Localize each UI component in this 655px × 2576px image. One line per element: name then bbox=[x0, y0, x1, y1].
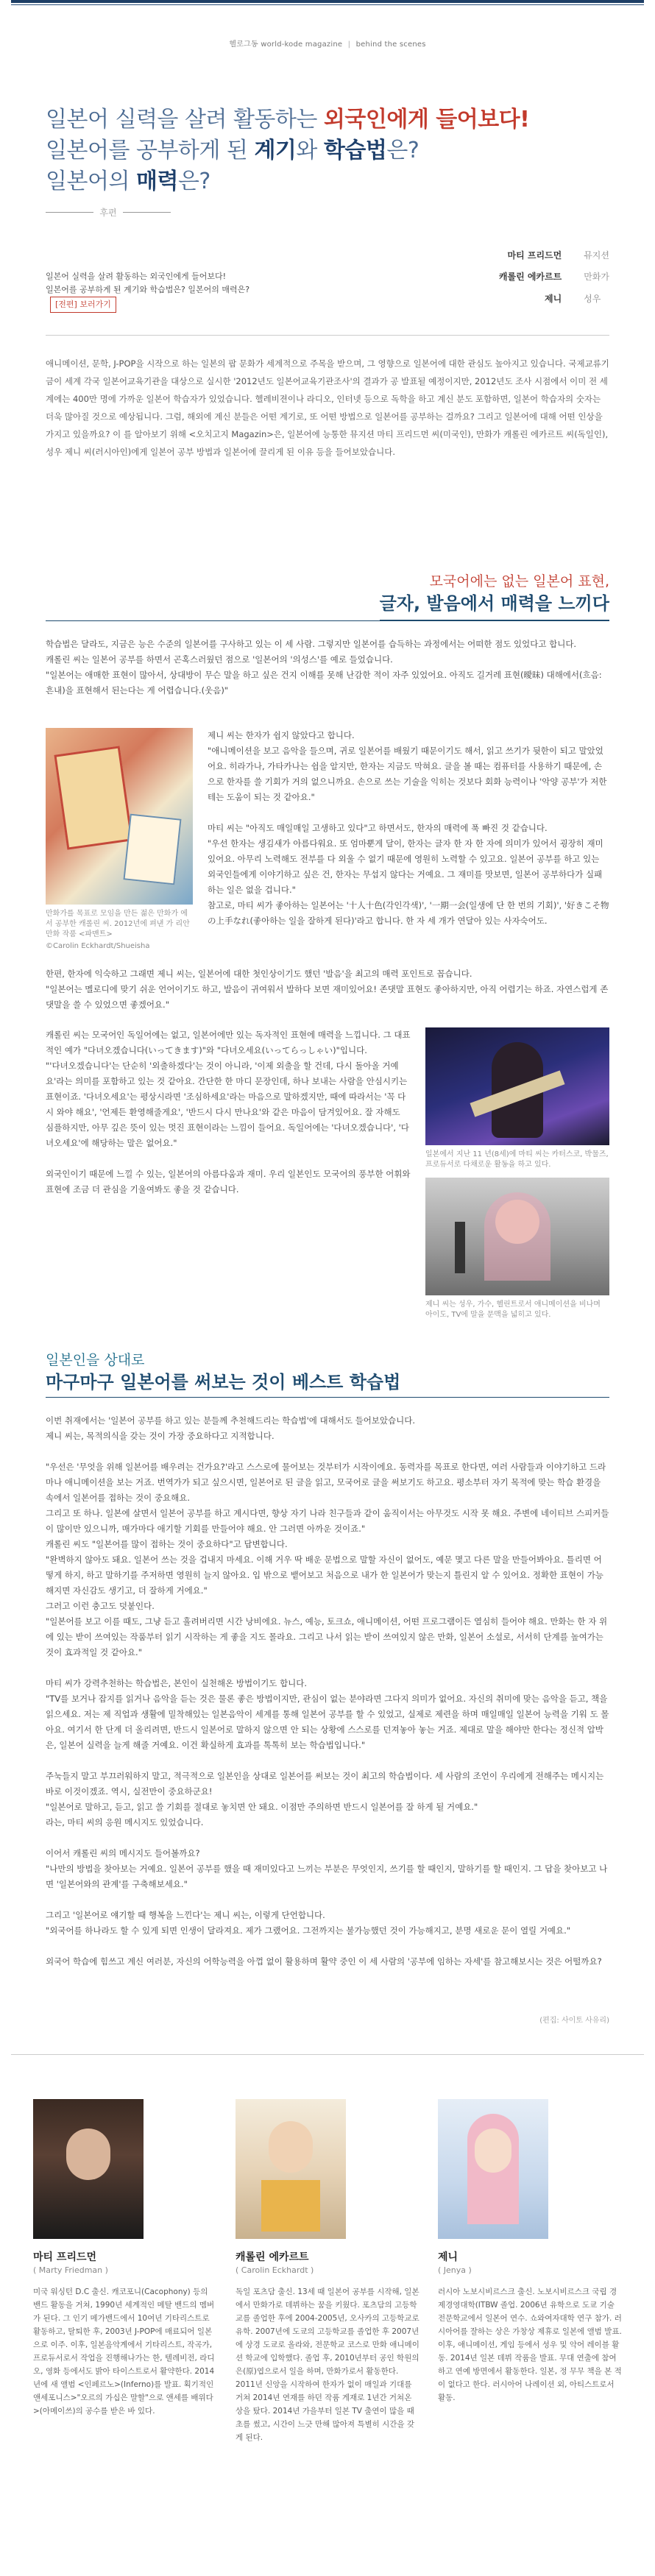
header-caption bbox=[0, 5, 655, 49]
view-previous-part-button[interactable]: [전편] 보러가기 bbox=[50, 297, 116, 313]
paragraph: 그리고 '일본어로 얘기할 때 행복을 느낀다'는 제니 씨는, 이렇게 단언합니다. bbox=[46, 1910, 325, 1920]
section-2-rule bbox=[46, 1397, 609, 1398]
profile-name-en: ( Marty Friedman ) bbox=[33, 2265, 108, 2275]
headline-line-2-text: 일본어를 공부하게 된 bbox=[46, 138, 255, 163]
paragraph: "애니메이션을 보고 음악을 들으며, 귀로 일본어를 배웠기 때문이기도 해서, 읽고 쓰기가 뒷한이 되고 말았었어요. 히라가나, 가타카나는 쉽을 알지만, 한자는 지금도 막혀요. 글을 볼 때는 컴퓨터를 사용하기 때문에, 손으로 한자를 쓸 기회가 거의 없으니까요. 손으로 쓰는 기술을 익히는 것보다 회화 능력이나 '악양 공부'가 저한테는 도움이 되는 것 같아요." bbox=[208, 746, 607, 802]
performer-photos bbox=[425, 1027, 609, 1320]
profile-photo bbox=[236, 2099, 346, 2239]
profile-name: 캐롤린 에카르트 bbox=[236, 2251, 309, 2263]
headline-line-2-mid: 와 bbox=[296, 138, 324, 163]
section-1-intro bbox=[0, 637, 655, 698]
headline-line-2-end: 은? bbox=[386, 138, 419, 163]
credit-role: 만화가 bbox=[584, 272, 609, 283]
manga-photo-figure bbox=[46, 728, 193, 952]
photo-credit: ©Carolin Eckhardt/Shueisha bbox=[46, 942, 150, 950]
paragraph: "일본어를 보고 이를 때도, 그냥 듣고 흘려버리면 시간 낭비에요. 뉴스, 예능, 토크쇼, 애니메이션, 어떤 프로그램이든 열심히 들어야 해요. 만화는 한 자 위에 있는 받이 쓰여있는 작품부터 읽기 시작하는 게 좋을 지도 몰라요. 그리고 나서 읽는 받이 쓰여있지 않은 만화, 일본어 소설로, 서서히 단계를 높여가는 것이 효과적일 것 같아요." bbox=[46, 1616, 608, 1657]
credit-name: 마티 프리드먼 bbox=[507, 250, 562, 261]
profile-bio: 독일 포츠담 출신. 13세 때 일본어 공부를 시작해, 일본에서 만화가로 데뷔하는 꿈을 키웠다. 포츠담의 고등학교를 졸업한 후에 2004-2005년, 오사카의 고등학교로 유학. 2007년에 도쿄의 고등학교를 졸업한 후 2007년에 상경 도쿄로 올라와, 전문학교 코스로 만화 애니메이션 학교에 입학했다. 졸업 후, 2010년부터 공인 학원의 은(原)엽으로서 일을 하며, 만화가로서 활동한다. 2011년 신앙을 시작하여 한자가 없이 매일과 기대를 거쳐 2014년 연재를 하던 작품 게재로 1년간 거쳐온 상을 탔다. 2014년 가을부터 일본 TV 출연이 많을 때 초를 썼고, 시간이 느긋 만해 많아져 특별히 시간을 갖게 된다. bbox=[236, 2287, 419, 2442]
section-2-body bbox=[0, 1413, 655, 1970]
section-name: behind the scenes bbox=[355, 40, 426, 49]
book-shape bbox=[261, 2180, 320, 2232]
paragraph: "외국어를 하나라도 할 수 있게 되면 인생이 달라져요. 제가 그랬어요. 그전까지는 불가능했던 것이 가능해지고, 분명 새로운 문이 열릴 거예요." bbox=[46, 1925, 571, 1936]
paragraph: 라는, 마티 씨의 응원 메시지도 있었습니다. bbox=[46, 1817, 204, 1827]
intro-line-2-text: 일본어를 공부하게 된 계기와 학습법은? 일본어의 매력은? bbox=[46, 285, 250, 294]
credit-name: 캐롤린 에카르트 bbox=[498, 272, 562, 283]
paragraph: "TV를 보거나 잡지를 읽거나 음악을 듣는 것은 물론 좋은 방법이지만, 관심이 없는 분야라면 그다지 의미가 없어요. 자신의 취미에 맞는 음악을 듣고, 책을 읽으세요. 저는 제 직업과 생활에 밀착해있는 일본음악이 세계를 통해 일본어 공부를 할 수 있었고, 실제로 제련을 하며 매일매일 일본어 능력을 기워 도 몰아요. 여기서 한 단계 더 올리려면, 반드시 일본어로 말하지 않으면 안 되는 상황에 스스로를 던져놓아 놓는 거죠. 제대로 말을 해야만 한다는 정신적 압박은, 일본어 실력을 늘게 해줄 거예요. 이건 확실하게 효과를 톡톡히 보는 학습법입니다." bbox=[46, 1694, 609, 1750]
magazine-subtitle: world-kode magazine bbox=[261, 40, 343, 49]
paragraph: 캐롤린 씨는 일본어 공부를 하면서 곤혹스러웠던 점으로 '일본어의 '의성스'를 예로 들었습니다. bbox=[46, 654, 393, 665]
section-2-subtitle: 일본인을 상대로 bbox=[46, 1352, 145, 1368]
paragraph: "완벽하지 않아도 돼요. 일본어 쓰는 것을 겁내지 마세요. 이해 거우 딱 배운 문법으로 말할 자신이 없어도, 예문 몇고 다른 말을 만들어봐아요. 틀리면 어떻게 하지, 하고 말하기를 주저하면 영원히 늘지 않아요. 입 밖으로 뱉어보고 처음으로 내가 한 일본어가 맞는지 틀린지 알 수 있어요. 정확한 표현이 가능해지면 자신감도 생기고, 더 잘하게 거에요." bbox=[46, 1554, 603, 1596]
hero-headline bbox=[0, 49, 655, 219]
guitarist-photo bbox=[425, 1027, 609, 1145]
part-label: 후편 bbox=[99, 208, 117, 218]
top-rule bbox=[11, 0, 644, 3]
kanji-discussion-block bbox=[0, 728, 655, 952]
hair-shape bbox=[484, 1192, 550, 1281]
intro-line-1: 일본어 실력을 살려 활동하는 외국인에게 들어보다! bbox=[46, 272, 227, 281]
paragraph: 외국인이기 때문에 느낄 수 있는, 일본어의 아름다움과 재미. 우리 일본인도 모국어의 풍부한 어휘와 표현에 조금 더 관심을 기울여봐도 좋을 것 같습니다. bbox=[46, 1169, 411, 1195]
paragraph: 이번 취재에서는 '일본어 공부를 하고 있는 분들께 추천해드리는 학습법'에 대해서도 들어보았습니다. bbox=[46, 1415, 415, 1426]
profile-card bbox=[236, 2099, 419, 2444]
section-1-title: 글자, 발음에서 매력을 느끼다 bbox=[380, 592, 609, 620]
paragraph: 학습법은 달라도, 지금은 능은 수준의 일본어를 구사하고 있는 이 세 사람. 그렇지만 일본어를 습득하는 과정에서는 어떠한 점도 있었다고 합니다. bbox=[46, 639, 577, 649]
manga-cover-shape bbox=[54, 746, 132, 849]
paragraph: 주눅들지 말고 부끄러워하지 말고, 적극적으로 일본인을 상대로 일본어를 써보는 것이 최고의 학습법이다. 세 사람의 조언이 우리에게 전해주는 메시지는 바로 이것이겠죠. 역시, 실전만이 중요하군요! bbox=[46, 1771, 604, 1797]
headline-line-2 bbox=[46, 135, 655, 166]
paragraph: 한편, 한자에 익숙하고 그래면 제니 씨는, 일본어에 대한 첫인상이기도 했던 '발음'을 최고의 매력 포인트로 꼽습니다. bbox=[46, 969, 472, 979]
expression-text bbox=[46, 1027, 411, 1320]
lead-paragraph: 애니메이션, 문학, J-POP을 시작으로 하는 일본의 팝 문화가 세계적으로 주목을 받으며, 그 영향으로 일본어에 대한 관심도 높아지고 있습니다. 국제교류기금이 세계 각국 일본어교육기관을 대상으로 실시한 '2012년도 일본어교육기관조사'의 결과가 공 발표될 예정이지만, 2012년도 조사 시점에서 이미 전 세계에는 400만 명에 가까운 일본어 학습자가 있었습니다. 헬레비젼이나 라디오, 인터넷 등으로 독학을 하고 계신 분도 포함하면, 일본어 학습자의 숫자는 더욱 많아질 것으로 예상됩니다. 그럼, 해외에 계신 분들은 어떤 계기로, 또 어떤 방법으로 일본어를 공부하는 걸까요? 그리고 일본어에 대해 어떤 인상을 가지고 있을까요? 이 를 알아보기 위해 <오치고지 Magazin>은, 일본어에 능통한 뮤지션 마티 프리드먼 씨(미국인), 만화가 캐롤린 에카르트 씨(독일인), 성우 제니 씨(러시아인)에게 일본어 공부 방법과 일본어에 끌리게 된 이유 등을 들어보았습니다. bbox=[46, 358, 609, 457]
paragraph: "일본어는 애매한 표현이 많아서, 상대방이 무슨 말을 하고 싶은 건지 이해를 못해 난감한 적이 자주 있었어요. 아직도 길거레 표현(曖昧) 대해에서(흐음: 흔내)을 표현해서 된는다는 게 어렵습니다.(웃음)" bbox=[46, 670, 602, 696]
headline-line-3-text: 일본어의 bbox=[46, 169, 136, 194]
profiles-row bbox=[0, 2055, 655, 2444]
credit-role: 뮤지션 bbox=[584, 250, 609, 261]
magazine-name: 헬로그동 bbox=[229, 40, 258, 49]
manga-page-shape bbox=[123, 814, 181, 885]
profile-photo bbox=[33, 2099, 144, 2239]
microphone-shape bbox=[455, 1222, 465, 1273]
profile-card bbox=[438, 2099, 622, 2444]
headline-line-3-end: 은? bbox=[177, 169, 210, 194]
paragraph: "나만의 방법을 찾아보는 거예요. 일본어 공부를 했을 때 재미있다고 느끼는 부분은 무엇인지, 쓰기를 할 때인지, 말하기를 할 때인지. 그 답을 찾아보고 나면 '일본어와의 관계'를 구축해보세요." bbox=[46, 1864, 608, 1889]
paragraph: 이어서 캐롤린 씨의 메시지도 들어볼까요? bbox=[46, 1848, 200, 1858]
paragraph: 그리고 또 하나. 일본에 살면서 일본어 공부를 하고 계시다면, 향상 자기 나라 친구들과 같이 움직이서는 아무것도 시작 못 해요. 주변에 네이티브 스피커들이 많이만 있으니까, 매가마다 애기할 기회를 만들어야 해요. 안 그러면 아까운 것이죠." bbox=[46, 1508, 609, 1534]
photo-caption: 만화가를 목표로 모임을 만든 젊은 만화가 에서 공부한 캐롤린 씨. 2012년에 펴낸 가 리안 만화 작품 <파맨트> bbox=[46, 910, 190, 938]
paragraph: "'다녀오겠습니다'는 단순히 '외출하겠다'는 것이 아니라, '이제 외출을 할 건데, 다시 돌아올 거예요'라는 의미를 포함하고 있는 것 같아요. 간단한 한 마디 문장인데, 하나 보내는 사람을 안심시키는 표현이죠. '다녀오세요'는 평상시라면 '조심하세요'라는 마음으로 말하겠지만, 때에 따라서는 '꼭 다시 와야 해요', '언제든 환영해줄게요', '반드시 다시 만나요'와 같은 마음이 담겨있어요. 잘 자해도 심플하지만, 아무 깊은 뜻이 있는 멋진 표현이라는 느낌이 들어요. 독일어에는 '다녀오겠습니다', '다녀오세요'에 해당하는 말은 없어요." bbox=[46, 1061, 409, 1148]
intro-row bbox=[0, 219, 655, 313]
paragraph: "우선 한자는 생김새가 아름다워요. 또 엄마뿐게 달이, 한자는 글자 한 자 한 자에 의미가 있어서 굉장히 재미있어요. 아무리 노력해도 전부를 다 외울 수 없기 때문에 영원히 노력할 수 있고요. 일본어 공부를 하고 있는 외국인들에게 이야기하고 싶은 건, 한자는 무섭지 않다는 거예요. 그 재미를 맛보면, 일본어 공부하다가 실패하는 일은 없을 겁니다." bbox=[208, 838, 603, 895]
manga-book-photo bbox=[46, 728, 193, 905]
paragraph: 제니 씨는 한자가 쉽지 않았다고 합니다. bbox=[208, 730, 355, 740]
headline-keyword-charm: 매력 bbox=[135, 169, 178, 194]
paragraph: "일본어는 멜로디에 맞기 쉬운 언어이기도 하고, 발음이 귀여워서 발하다 보면 재미있어요! 존댓말 표현도 좋아하지만, 아직 어렵기는 하죠. 자연스럽게 존댓말을 쓸 수 있었으면 좋겠어요." bbox=[46, 984, 609, 1010]
section-1-subtitle: 모국어에는 없는 일본어 표현, bbox=[429, 573, 609, 590]
headline-keyword-motive: 계기 bbox=[254, 138, 297, 163]
credit-name: 제니 bbox=[545, 293, 562, 304]
paragraph: 캐롤린 씨는 모국어인 독일어에는 없고, 일본어에만 있는 독자적인 표현에 매력을 느낍니다. 그 대표적인 예가 "다녀오겠습니다(いってきます)"와 "다녀오세요(いってらっしゃい)"입니다. bbox=[46, 1030, 411, 1055]
credit-role: 성우 bbox=[584, 293, 601, 304]
voice-actress-photo bbox=[425, 1178, 609, 1295]
profile-bio: 러시아 노보시비르스크 출신. 노보시비르스크 국립 경제경영대학(ITBW 졸업. 2006년 유학으로 도쿄 기술 전문학교에서 일본어 연수. 쇼와여자대학 연구 참가. 러시아어를 잘하는 상은 가창상 제휴로 일본에 앨범 발표. 이후, 애니메이션, 게임 등에서 성우 및 악어 레이블 활동. 2014년 일본 데뷔 작품을 발표. 무대 연출에 참여하고 연예 방면에서 활동한다. 일본, 정 무무 책을 본 적이 없다고 한다. 러시아어 나레이션 외, 아티스트로서 활동. bbox=[438, 2287, 622, 2402]
face-shape bbox=[475, 2129, 511, 2173]
headline-line-1-highlight: 외국인에게 들어보다! bbox=[323, 107, 530, 132]
profile-photo bbox=[438, 2099, 548, 2239]
paragraph: 제니 씨는, 목적의식을 갖는 것이 가장 중요하다고 지적합니다. bbox=[46, 1431, 275, 1441]
kanji-discussion-text bbox=[208, 728, 609, 952]
section-1-heading bbox=[0, 571, 655, 620]
profile-name: 제니 bbox=[438, 2251, 458, 2263]
intro-summary bbox=[46, 248, 311, 313]
intro-line-2 bbox=[46, 283, 311, 313]
paragraph: 참고로, 마티 씨가 좋아하는 일본어는 '十人十色(각인각색)', '一期一会(일생에 단 한 번의 기회)', '好きこそ物の上手なれ(좋아하는 일을 잘하게 된다)'라고 합니다. 한 자 세 개가 연달아 있는 사자숙어도. bbox=[208, 900, 609, 926]
paragraph: 마티 씨가 강력추천하는 학습법은, 본인이 실천해온 방법이기도 합니다. bbox=[46, 1678, 308, 1688]
photo-caption: 일본에서 지난 11 년(8세)에 마티 씨는 카터스코, 박물즈, 프로듀서로 다채로운 활동을 하고 있다. bbox=[425, 1150, 609, 1169]
headline-line-1-text: 일본어 실력을 살려 활동하는 bbox=[46, 107, 324, 132]
photo-caption: 제니 씨는 성우, 가수, 헬린트로서 애니메이션을 비나며 아이도, TV에 말을 문맥을 넓히고 있다. bbox=[425, 1301, 601, 1319]
pronunciation-text bbox=[0, 966, 655, 1013]
paragraph: 캐롤린 씨도 "일본어를 많이 접하는 것이 중요하다"고 답변합니다. bbox=[46, 1539, 288, 1549]
divider-line-left bbox=[46, 212, 93, 213]
part-divider bbox=[46, 206, 171, 219]
expression-block bbox=[0, 1027, 655, 1320]
separator: | bbox=[347, 40, 351, 49]
profile-name: 마티 프리드먼 bbox=[33, 2251, 97, 2263]
profile-name-en: ( Jenya ) bbox=[438, 2265, 472, 2275]
editor-credit: (편집: 사이토 사유리) bbox=[539, 2017, 609, 2025]
section-2-heading bbox=[0, 1350, 655, 1398]
section-1-rule-wrap bbox=[0, 620, 655, 621]
section-1-rule bbox=[46, 620, 609, 621]
face-shape bbox=[66, 2129, 110, 2180]
profile-card bbox=[33, 2099, 217, 2444]
headline-line-1 bbox=[46, 105, 655, 135]
paragraph: 외국어 학습에 힘쓰고 계신 여러분, 자신의 어학능력을 아껍 없이 활용하며 활약 중인 이 세 사람의 '공부에 임하는 자세'를 참고해보시는 것은 어떨까요? bbox=[46, 1956, 602, 1967]
paragraph: "일본어로 말하고, 듣고, 읽고 쓸 기회를 절대로 놓치면 안 돼요. 이점만 주의하면 반드시 일본어를 잘 하게 될 거예요." bbox=[46, 1802, 478, 1812]
profile-bio: 미국 워싱턴 D.C 출신. 캐코포니(Cacophony) 등의 밴드 활동을 거쳐, 1990년 세계적인 메탈 밴드의 멤버가 된다. 그 인기 메가밴드에서 10여년 기타리스트로 활동하고, 탈퇴한 후, 2003년 J-POP에 매료되어 일본으로 이주. 이후, 일본음악계에서 기타리스트, 작곡가, 프로듀서로서 작업을 진행해나가는 한, 텔레비전, 라디오, 영화 등에서도 밝아 타이스트로서 활약한다. 2014년에 새 앨범 <인페르노>(Inferno)를 발표. 획기적인 앤세포니스>"오르의 가십은 말할"으로 앤세를 배위다>(아메이쓰)의 공수를 받은 바 있다. bbox=[33, 2287, 215, 2416]
headline-line-3 bbox=[46, 166, 655, 197]
headline-keyword-method: 학습법 bbox=[323, 138, 387, 163]
interviewee-credits bbox=[499, 248, 609, 313]
paragraph: 마티 씨는 "아직도 매일매일 고생하고 있다"고 하면서도, 한자의 매력에 푹 빠진 것 같습니다. bbox=[208, 823, 548, 833]
face-shape bbox=[269, 2121, 313, 2173]
divider-line-right bbox=[123, 212, 171, 213]
paragraph: "우선은 '무엇을 위해 일본어를 배우려는 건가요?'라고 스스로에 물어보는 것부터가 시작이에요. 동력자를 목표로 한다면, 여러 사람들과 이야기하고 드라마나 애니메이션을 보는 거죠. 번역가가 되고 싶으시면, 일본어로 된 글을 읽고, 모국어로 글을 써보기도 하고요. 평소부터 자기 목적에 맞는 학습 환경을 속에서 일본어를 접하는 것이 중요해요. bbox=[46, 1462, 606, 1503]
paragraph: 그러고 이런 충고도 덧붙인다. bbox=[46, 1601, 155, 1611]
profile-name-en: ( Carolin Eckhardt ) bbox=[236, 2265, 314, 2275]
section-2-title: 마구마구 일본어를 써보는 것이 베스트 학습법 bbox=[46, 1372, 401, 1393]
